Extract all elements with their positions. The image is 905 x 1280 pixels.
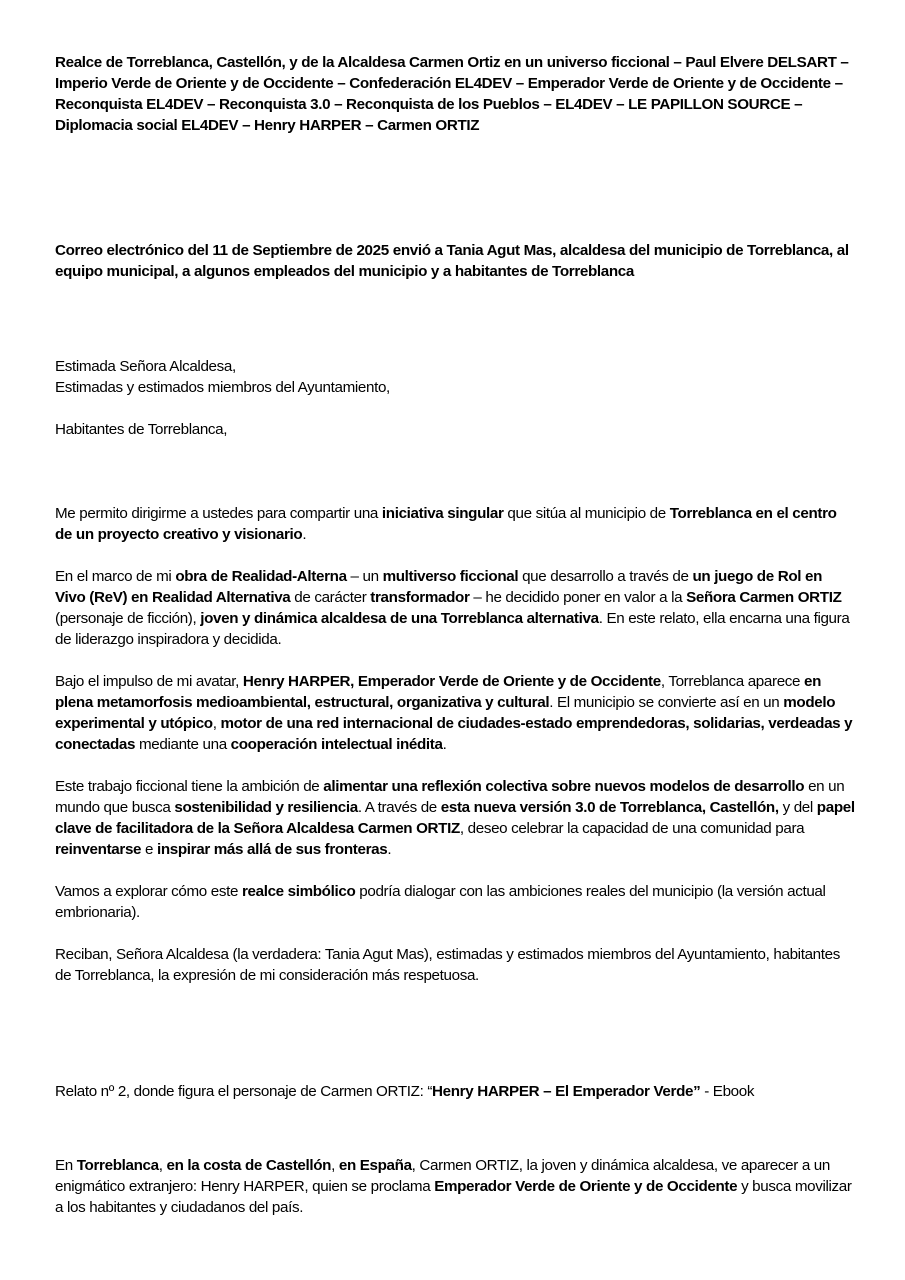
paragraph-intro: Me permito dirigirme a ustedes para compartir una iniciativa singular que sitúa al municipio de Torreblanca en el centro de un proyecto creativo y visionario. [55,505,837,543]
greeting-council: Estimadas y estimados miembros del Ayuntamiento, [55,379,390,396]
email-subtitle: Correo electrónico del 11 de Septiembre de 2025 envió a Tania Agut Mas, alcaldesa del municipio de Torreblanca, al equipo municipal, a algunos empleados del municipio y a habitantes de Torreblanca [55,242,849,280]
paragraph-ambition: Este trabajo ficcional tiene la ambición de alimentar una reflexión colectiva sobre nuevos modelos de desarrollo en un mundo que busca sostenibilidad y resiliencia. A través de esta nueva versión 3.0 de Torreblanca, Castellón, y del papel clave de facilitadora de la Señora Alcaldesa Carmen ORTIZ, deseo celebrar la capacidad de una comunidad para reinventarse e inspirar más allá de sus fronteras. [55,778,855,858]
greeting-mayor: Estimada Señora Alcaldesa, [55,358,236,375]
paragraph-explore: Vamos a explorar cómo este realce simbólico podría dialogar con las ambiciones reales del municipio (la versión actual embrionaria). [55,883,826,921]
document-page [55,52,855,1218]
relato-reference: Relato nº 2, donde figura el personaje de Carmen ORTIZ: “Henry HARPER – El Emperador Verde” - Ebook [55,1083,755,1100]
paragraph-avatar: Bajo el impulso de mi avatar, Henry HARPER, Emperador Verde de Oriente y de Occidente, Torreblanca aparece en plena metamorfosis medioambiental, estructural, organizativa y cultural. El municipio se convierte así en un modelo experimental y utópico, motor de una red internacional de ciudades-estado emprendedoras, solidarias, verdeadas y conectadas mediante una cooperación intelectual inédita. [55,673,853,753]
story-summary: En Torreblanca, en la costa de Castellón, en España, Carmen ORTIZ, la joven y dinámica alcaldesa, ve aparecer a un enigmático extranjero: Henry HARPER, quien se proclama Emperador Verde de Oriente y de Occidente y busca movilizar a los habitantes y ciudadanos del país. [55,1157,852,1216]
document-title: Realce de Torreblanca, Castellón, y de la Alcaldesa Carmen Ortiz en un universo ficcional – Paul Elvere DELSART – Imperio Verde de Oriente y de Occidente – Confederación EL4DEV – Emperador Verde de Oriente y de Occidente – Reconquista EL4DEV – Reconquista 3.0 – Reconquista de los Pueblos – EL4DEV – LE PAPILLON SOURCE – Diplomacia social EL4DEV – Henry HARPER – Carmen ORTIZ [55,54,849,134]
paragraph-alternate-reality: En el marco de mi obra de Realidad-Alterna – un multiverso ficcional que desarrollo a través de un juego de Rol en Vivo (ReV) en Realidad Alternativa de carácter transformador – he decidido poner en valor a la Señora Carmen ORTIZ (personaje de ficción), joven y dinámica alcaldesa de una Torreblanca alternativa. En este relato, ella encarna una figura de liderazgo inspiradora y decidida. [55,568,850,648]
greeting-inhabitants: Habitantes de Torreblanca, [55,421,228,438]
paragraph-closing: Reciban, Señora Alcaldesa (la verdadera: Tania Agut Mas), estimadas y estimados miembros del Ayuntamiento, habitantes de Torreblanca, la expresión de mi consideración más respetuosa. [55,946,840,984]
